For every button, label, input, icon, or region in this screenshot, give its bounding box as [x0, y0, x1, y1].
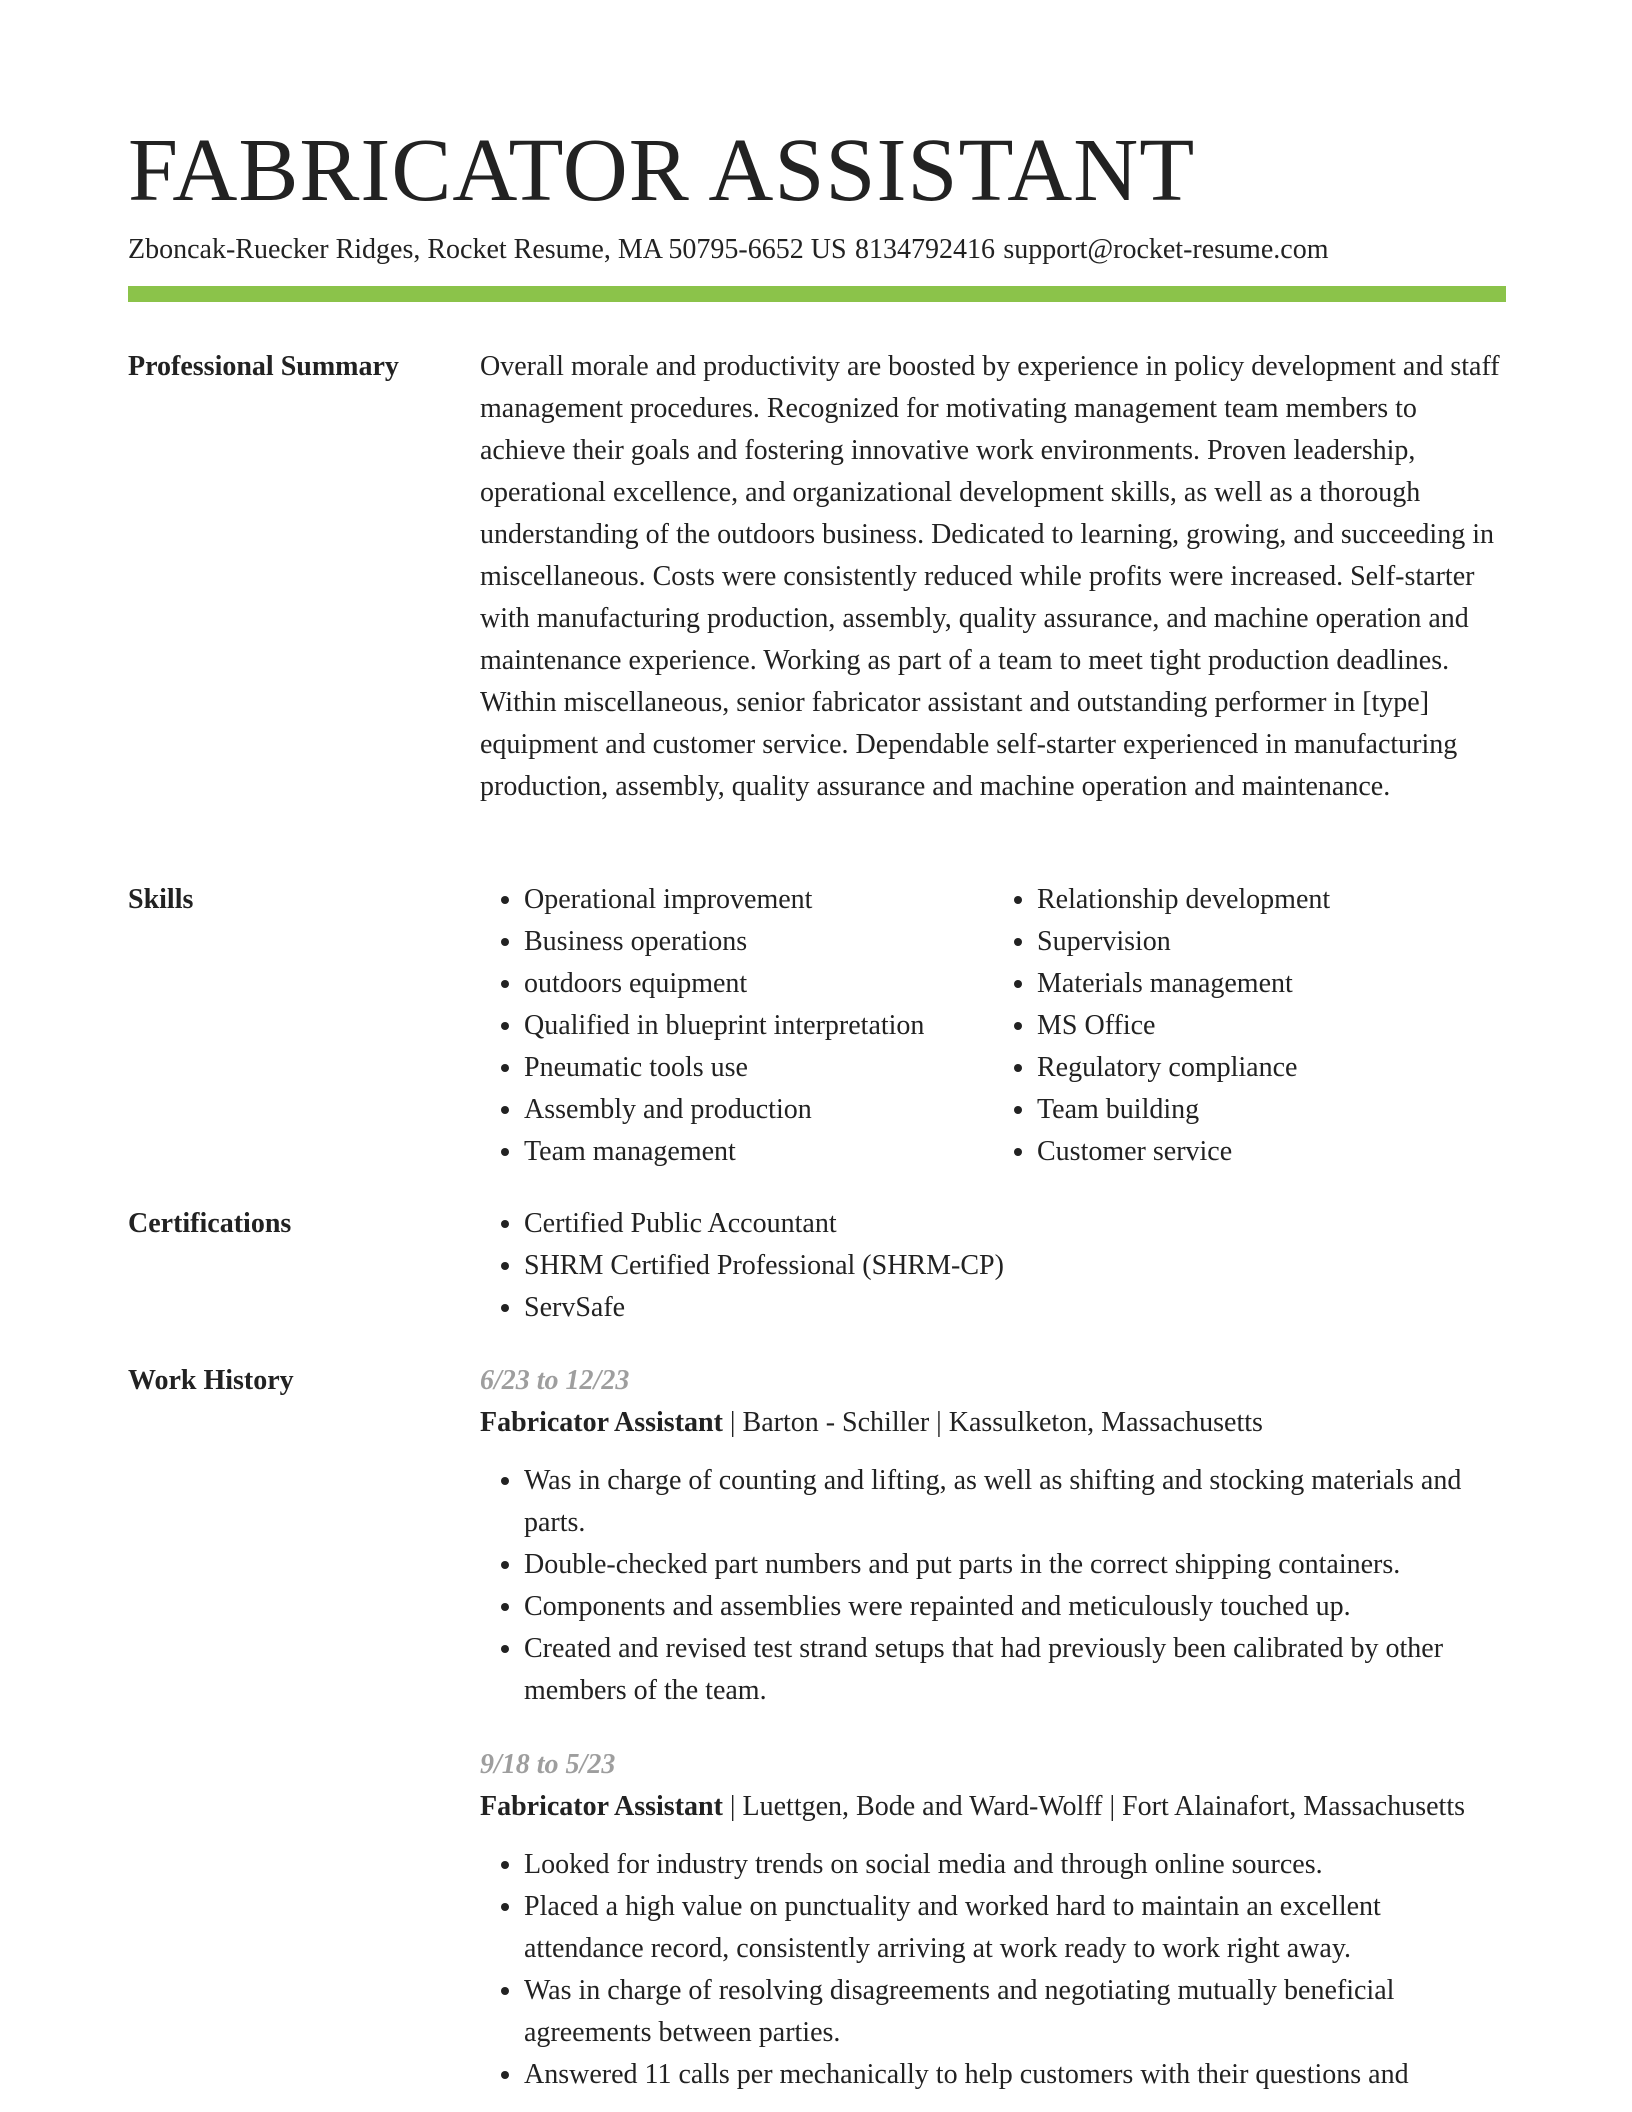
skill-item: • Materials management: [1037, 963, 1506, 1005]
job-bullets: [480, 1844, 1506, 2096]
job-bullet: • Was in charge of resolving disagreements and negotiating mutually beneficial agreements between parties.: [524, 1970, 1506, 2054]
certifications-list: [480, 1203, 1506, 1329]
summary-heading: Professional Summary: [128, 351, 399, 382]
skill-item: • Business operations: [524, 921, 993, 963]
job-dates: 9/18 to 5/23: [480, 1749, 616, 1780]
job-title: Fabricator Assistant: [480, 1791, 723, 1822]
candidate-name: FABRICATOR ASSISTANT: [128, 121, 1196, 220]
job-heading: [480, 1402, 1506, 1444]
skill-item: • Team building: [1037, 1089, 1506, 1131]
skill-item: • Relationship development: [1037, 879, 1506, 921]
certification-item: • ServSafe: [524, 1287, 1506, 1329]
job-title: Fabricator Assistant: [480, 1407, 723, 1438]
skill-item: • Qualified in blueprint interpretation: [524, 1005, 993, 1047]
job-bullet: • Answered 11 calls per mechanically to help customers with their questions and: [524, 2054, 1506, 2096]
job-details: | Barton - Schiller | Kassulketon, Massachusetts: [722, 1407, 1263, 1438]
certification-item: • Certified Public Accountant: [524, 1203, 1506, 1245]
certifications-heading: Certifications: [128, 1208, 292, 1239]
header-divider: [128, 286, 1506, 302]
job-heading: [480, 1786, 1506, 1828]
skills-list-right: [993, 879, 1506, 1173]
skill-item: • Supervision: [1037, 921, 1506, 963]
skill-item: • Regulatory compliance: [1037, 1047, 1506, 1089]
skill-item: • Customer service: [1037, 1131, 1506, 1173]
summary-text: Overall morale and productivity are boosted by experience in policy development and staff management procedures. Recognized for motivating management team members to achieve their goals and fostering innovative work environments. Proven leadership, operational excellence, and organizational development skills, as well as a thorough understanding of the outdoors business. Dedicated to learning, growing, and succeeding in miscellaneous. Costs were consistently reduced while profits were increased. Self-starter with manufacturing production, assembly, quality assurance, and machine operation and maintenance experience. Working as part of a team to meet tight production deadlines. Within miscellaneous, senior fabricator assistant and outstanding performer in [type] equipment and customer service. Dependable self-starter experienced in manufacturing production, assembly, quality assurance and machine operation and maintenance.: [480, 351, 1500, 802]
skill-item: • Assembly and production: [524, 1089, 993, 1131]
job-bullet: • Double-checked part numbers and put parts in the correct shipping containers.: [524, 1544, 1506, 1586]
job-entry: [480, 1744, 1506, 2096]
summary-body: [480, 346, 1506, 808]
job-bullet: • Placed a high value on punctuality and worked hard to maintain an excellent attendance record, consistently arriving at work ready to work right away.: [524, 1886, 1506, 1970]
job-bullet: • Components and assemblies were repainted and meticulously touched up.: [524, 1586, 1506, 1628]
contact-line: [128, 230, 1328, 270]
certifications-body: [480, 1203, 1506, 1329]
skill-item: • outdoors equipment: [524, 963, 993, 1005]
job-bullet: • Created and revised test strand setups that had previously been calibrated by other members of the team.: [524, 1628, 1506, 1712]
contact-email: support@rocket-resume.com: [1003, 234, 1329, 265]
skill-item: • Team management: [524, 1131, 993, 1173]
skills-body: [480, 879, 1506, 1173]
skills-list-left: [480, 879, 993, 1173]
job-bullets: [480, 1460, 1506, 1712]
job-entry: [480, 1360, 1506, 1712]
certification-item: • SHRM Certified Professional (SHRM-CP): [524, 1245, 1506, 1287]
job-bullet: • Was in charge of counting and lifting, as well as shifting and stocking materials and parts.: [524, 1460, 1506, 1544]
skill-item: • MS Office: [1037, 1005, 1506, 1047]
skills-columns: [480, 879, 1506, 1173]
work-history-heading: Work History: [128, 1365, 294, 1396]
work-history-body: [480, 1360, 1506, 2096]
job-details: | Luettgen, Bode and Ward-Wolff | Fort Alainafort, Massachusetts: [722, 1791, 1465, 1822]
contact-phone: 8134792416: [854, 234, 995, 265]
skills-heading: Skills: [128, 884, 194, 915]
contact-address: Zboncak-Ruecker Ridges, Rocket Resume, MA 50795-6652 US: [128, 234, 847, 265]
job-dates: 6/23 to 12/23: [480, 1365, 630, 1396]
job-bullet: • Looked for industry trends on social media and through online sources.: [524, 1844, 1506, 1886]
skill-item: • Operational improvement: [524, 879, 993, 921]
skill-item: • Pneumatic tools use: [524, 1047, 993, 1089]
